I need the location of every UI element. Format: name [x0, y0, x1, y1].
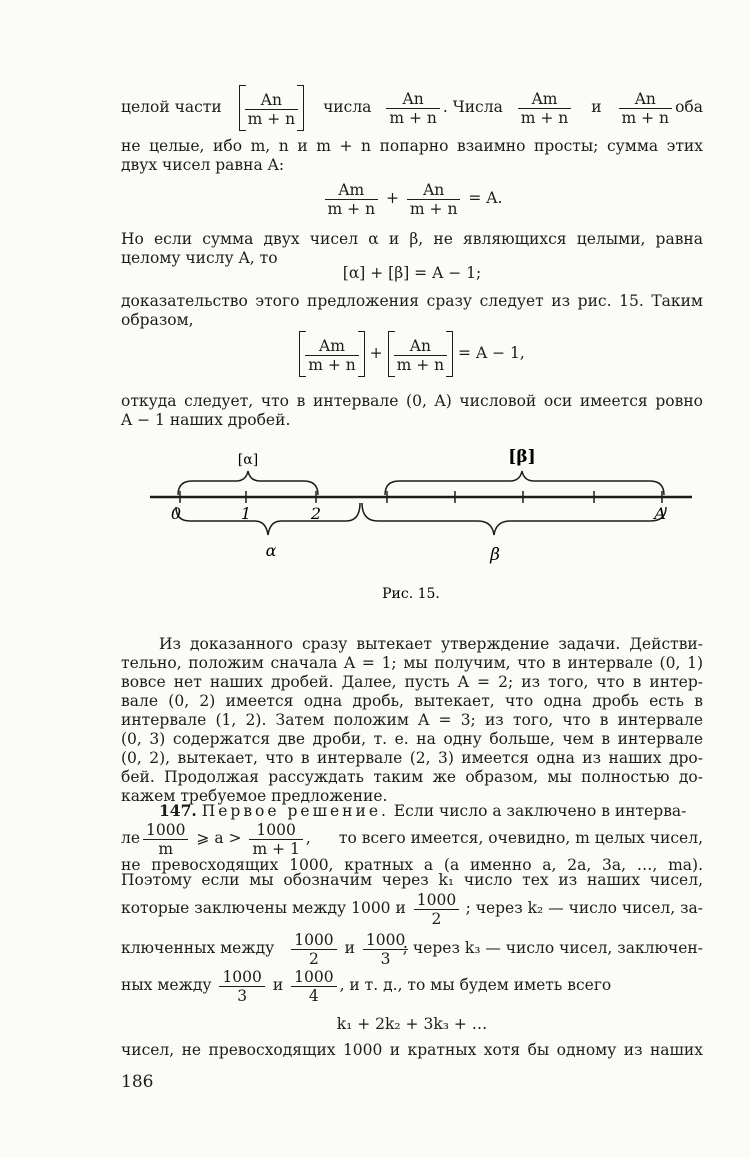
number-line-figure	[0, 435, 750, 605]
text-line: A − 1 наших дробей.	[121, 411, 291, 429]
tick-label-A: A	[654, 504, 666, 523]
fraction: $\frac{Am}{m + n}$	[305, 337, 359, 374]
alpha-brace	[176, 503, 360, 535]
fraction: $\frac{1000}{3}$	[363, 931, 408, 968]
floor-alpha-label: [α]	[237, 452, 259, 468]
text-line: ключенных между $\frac{1000}{2}$ и $\frac{1000}{3}$ ; через k₃ — число чисел, заключен-	[121, 930, 703, 968]
text: оба	[675, 98, 703, 116]
text: и	[591, 98, 602, 116]
floor-beta-label: [β]	[508, 447, 536, 467]
text-line: (0, 3) содержатся две дроби, т. е. на одну больше, чем в интервале	[121, 730, 703, 748]
text-line: бей. Продолжая рассуждать таким же образом, мы полностью до-	[121, 768, 703, 786]
text-line: тельно, положим сначала A = 1; мы получим, что в интервале (0, 1)	[121, 654, 703, 672]
text-line: не целые, ибо m, n и m + n попарно взаимно просты; сумма этих	[121, 137, 703, 155]
floor-beta-brace	[385, 471, 664, 495]
formula: $\frac{Am}{m + n}$ + $\frac{An}{m + n}$ = A.	[121, 176, 703, 220]
figure-caption: Рис. 15.	[382, 586, 440, 602]
fraction: $\frac{1000}{2}$	[414, 891, 459, 928]
floor-bracket	[239, 85, 305, 131]
text-line: чисел, не превосходящих 1000 и кратных хотя бы одному из наших	[121, 1041, 703, 1059]
floor-bracket	[388, 331, 454, 377]
text-line: Но если сумма двух чисел α и β, не являющихся целыми, равна	[121, 230, 703, 248]
tick-label-1: 1	[240, 504, 252, 523]
text-line	[121, 84, 703, 130]
fraction: $\frac{1000}{3}$	[219, 968, 264, 1005]
text-line: откуда следует, что в интервале (0, A) числовой оси имеется ровно	[121, 392, 703, 410]
fraction: $\frac{Am}{m + n}$	[325, 181, 379, 218]
text-line: Поэтому если мы обозначим через k₁ число тех из наших чисел,	[121, 871, 703, 889]
fraction: $\frac{An}{m + n}$	[386, 90, 440, 127]
text-line: кажем требуемое предложение.	[121, 787, 388, 805]
text-line: не превосходящих 1000, кратных a (а именно a, 2a, 3a, …, ma).	[121, 856, 703, 874]
text-line: двух чисел равна A:	[121, 156, 285, 174]
fraction: $\frac{Am}{m + n}$	[518, 90, 572, 127]
text-line: вовсе нет наших дробей. Далее, пусть A = 2; из того, что в интер-	[121, 673, 703, 691]
fraction: $\frac{1000}{4}$	[291, 968, 336, 1005]
alpha-label: α	[265, 541, 277, 560]
beta-brace	[362, 503, 666, 535]
fraction: $\frac{1000}{m + 1}$	[249, 821, 302, 858]
text: целой части	[121, 98, 222, 116]
beta-label: β	[490, 545, 500, 565]
fraction: $\frac{An}{m + n}$	[619, 90, 673, 127]
formula: k₁ + 2k₂ + 3k₃ + …	[336, 1015, 488, 1033]
fraction: $\frac{An}{m + n}$	[245, 91, 299, 128]
text-line: ле $\frac{1000}{m}$ ⩾ a > $\frac{1000}{m + 1}$ , то всего имеется, очевидно, m целых чисел,	[121, 820, 703, 858]
text-line: (0, 2), вытекает, что в интервале (2, 3) имеется одна из наших дро-	[121, 749, 703, 767]
floor-alpha-brace	[178, 471, 318, 495]
text-line: которые заключены между 1000 и $\frac{1000}{2}$ ; через k₂ — число чисел, за-	[121, 890, 703, 928]
floor-bracket	[299, 331, 365, 377]
fraction: $\frac{1000}{m}$	[143, 821, 188, 858]
text: . Числа	[442, 98, 503, 116]
formula: [α] + [β] = A − 1;	[342, 264, 482, 282]
fraction: $\frac{An}{m + n}$	[407, 181, 461, 218]
text-line: интервале (1, 2). Затем положим A = 3; из того, что в интервале	[121, 711, 703, 729]
problem-number: 147.	[159, 801, 197, 820]
text-line: целому числу A, то	[121, 249, 278, 267]
text-line: ных между $\frac{1000}{3}$ и $\frac{1000}{4}$ , и т. д., то мы будем иметь всего	[121, 967, 612, 1005]
fraction: $\frac{An}{m + n}$	[394, 337, 448, 374]
page-number: 186	[121, 1072, 154, 1092]
text-line: доказательство этого предложения сразу следует из рис. 15. Таким	[121, 292, 703, 310]
text-line: вале (0, 2) имеется одна дробь, вытекает, что одна дробь есть в	[121, 692, 703, 710]
text-line: Из доказанного сразу вытекает утверждение задачи. Действи-	[159, 635, 703, 653]
solution-title: Первое решение.	[201, 802, 389, 820]
formula: $\frac{Am}{m + n}$ + $\frac{An}{m + n}$ = A − 1,	[121, 330, 703, 376]
text: Если число a заключено в интерва-	[393, 802, 687, 820]
book-page	[121, 0, 703, 1158]
fraction: $\frac{1000}{2}$	[291, 931, 336, 968]
text: числа	[323, 98, 372, 116]
text-line: образом,	[121, 311, 194, 329]
tick-label-0: 0	[170, 504, 182, 523]
tick-label-2: 2	[310, 504, 322, 523]
